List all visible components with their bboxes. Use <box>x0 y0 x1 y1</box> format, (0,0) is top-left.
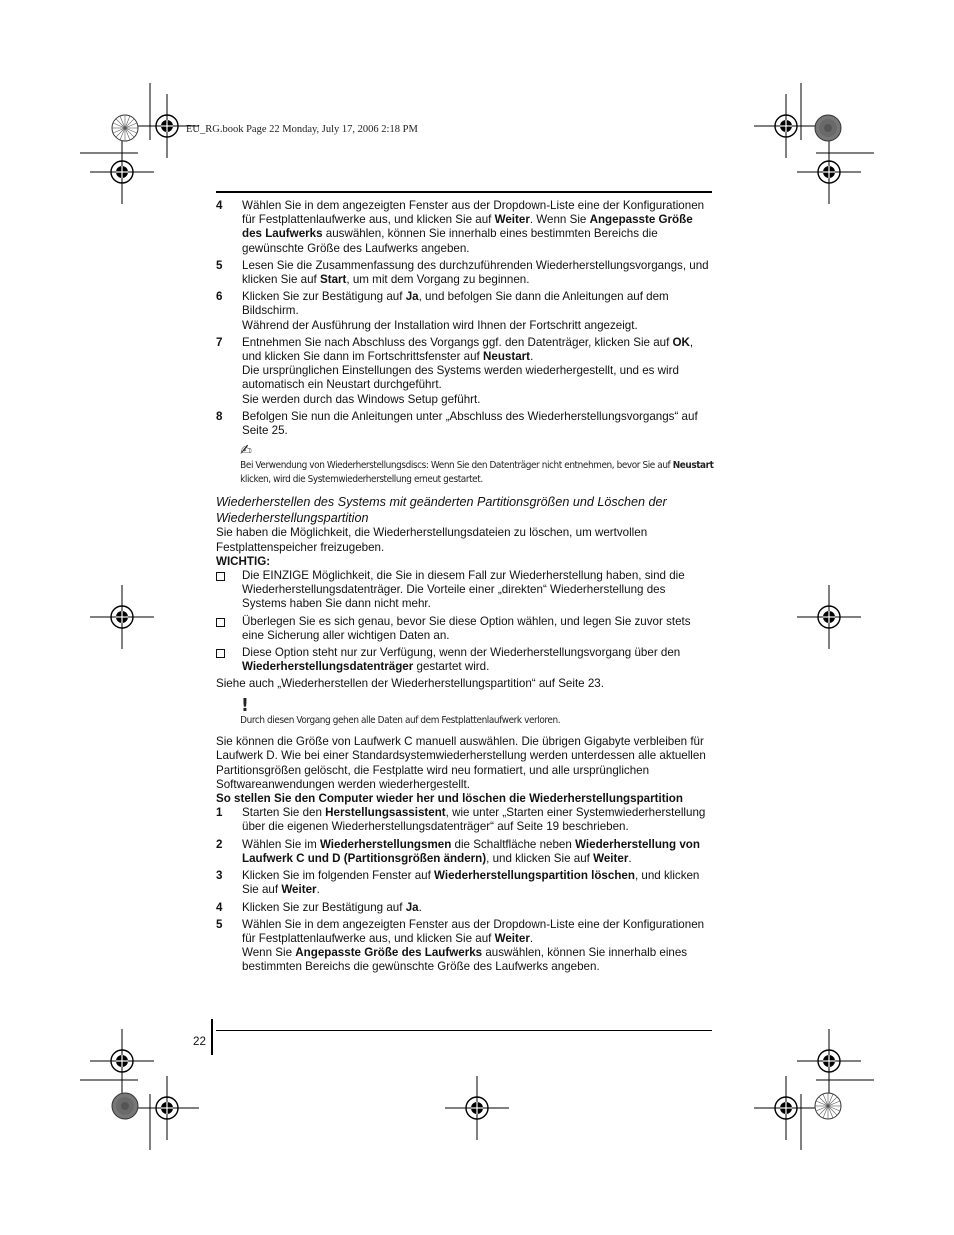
step-item <box>216 199 712 256</box>
bullet-text: Die EINZIGE Möglichkeit, die Sie in diesem Fall zur Wiederherstellung haben, sind die Wiederherstellungsdatenträger. Die Vorteile einer „direkten“ Wiederherstellung des Systems haben Sie dann nicht mehr. <box>242 569 685 611</box>
step-number: 1 <box>216 806 223 820</box>
step-number: 3 <box>216 869 223 883</box>
procedure-step <box>216 806 712 834</box>
step-text: Klicken Sie zur Bestätigung auf Ja, und befolgen Sie dann die Anleitungen auf dem Bildschirm. Während der Ausführung der Installation wird Ihnen der Fortschritt angezeigt. <box>242 290 669 332</box>
note-text: Bei Verwendung von Wiederherstellungsdiscs: Wenn Sie den Datenträger nicht entnehmen, bevor Sie auf Neustart klicken, wird die Systemwiederherstellung erneut gestartet. <box>240 460 714 485</box>
procedure-step <box>216 918 712 975</box>
description-paragraph: Sie können die Größe von Laufwerk C manuell auswählen. Die übrigen Gigabyte verbleiben für Laufwerk D. Wie bei einer Standardsystemwiederherstellung werden unterdessen alle aktuellen Partitionsgrößen gelöscht, die Festplatte wird neu formatiert, und alle ursprünglichen Softwareanwendungen werden wiederhergestellt. <box>216 735 706 791</box>
step-text: Starten Sie den Herstellungsassistent, wie unter „Starten einer Systemwiederherstellung über die eigenen Wiederherstellungsdatenträger“ auf Seite 19 beschrieben. <box>242 806 706 834</box>
warning-box <box>216 694 724 728</box>
step-number: 5 <box>216 917 223 931</box>
procedure-heading: So stellen Sie den Computer wieder her und löschen die Wiederherstellungspartition <box>216 792 683 806</box>
step-number: 8 <box>216 409 223 423</box>
warning-text: Durch diesen Vorgang gehen alle Daten auf dem Festplattenlaufwerk verloren. <box>240 714 561 726</box>
note-box <box>216 442 724 486</box>
step-text: Wählen Sie im Wiederherstellungsmen die Schaltfläche neben Wiederherstellung von Laufwerk C und D (Partitionsgrößen ändern), und klicken Sie auf Weiter. <box>242 837 700 865</box>
procedure-step <box>216 838 712 866</box>
steps-list-a <box>216 199 712 438</box>
step-text: Befolgen Sie nun die Anleitungen unter „Abschluss des Wiederherstellungsvorgangs“ auf Seite 25. <box>242 409 698 438</box>
procedure-step <box>216 869 712 897</box>
checkbox-bullet-icon <box>216 649 225 658</box>
step-text: Lesen Sie die Zusammenfassung des durchzuführenden Wiederherstellungsvorgangs, und klicken Sie auf Start, um mit dem Vorgang zu beginnen. <box>242 258 709 287</box>
step-item <box>216 336 712 407</box>
checkbox-bullet-icon <box>216 572 225 581</box>
step-text: Klicken Sie zur Bestätigung auf Ja. <box>242 900 422 914</box>
see-also-text: Siehe auch „Wiederherstellen der Wiederherstellungspartition“ auf Seite 23. <box>216 677 604 691</box>
step-number: 2 <box>216 837 223 851</box>
step-item <box>216 259 712 287</box>
step-number: 4 <box>216 900 223 914</box>
step-item <box>216 410 712 438</box>
step-text: Wählen Sie in dem angezeigten Fenster aus der Dropdown-Liste eine der Konfigurationen für Festplattenlaufwerke aus, und klicken Sie auf Weiter. Wenn Sie Angepasste Größe des Laufwerks auswählen, können Sie innerhalb eines bestimmten Bereichs die gewünschte Größe des Laufwerks angeben. <box>242 917 705 974</box>
step-text: Wählen Sie in dem angezeigten Fenster aus der Dropdown-Liste eine der Konfigurationen für Festplattenlaufwerke aus, und klicken Sie auf Weiter. Wenn Sie Angepasste Größe des Laufwerks auswählen, können Sie innerhalb eines bestimmten Bereichs die gewünschte Größe des Laufwerks angeben. <box>242 199 705 255</box>
bullet-item <box>216 569 712 612</box>
page-number-rule <box>211 1019 213 1055</box>
step-number: 5 <box>216 258 223 272</box>
section-heading: Wiederherstellen des Systems mit geänderten Partitionsgrößen und Löschen der Wiederherstellungspartition <box>216 495 667 526</box>
bullet-text: Diese Option steht nur zur Verfügung, wenn der Wiederherstellungsvorgang über den Wiederherstellungsdatenträger gestartet wird. <box>242 646 681 674</box>
top-rule <box>216 191 712 193</box>
checkbox-bullet-icon <box>216 618 225 627</box>
page-content <box>216 199 712 978</box>
step-text: Entnehmen Sie nach Abschluss des Vorgangs ggf. den Datenträger, klicken Sie auf OK, und klicken Sie dann im Fortschrittsfenster auf Neustart. Die ursprünglichen Einstellungen des Systems werden wiederhergestellt, und es wird automatisch ein Neustart durchgeführt. Sie werden durch das Windows Setup geführt. <box>242 335 694 406</box>
bullet-text: Überlegen Sie es sich genau, bevor Sie diese Option wählen, und legen Sie zuvor stets eine Sicherung aller wichtigen Daten an. <box>242 614 691 642</box>
bullet-item <box>216 615 712 643</box>
steps-list-b <box>216 806 712 974</box>
step-text: Klicken Sie im folgenden Fenster auf Wiederherstellungspartition löschen, und klicken Sie auf Weiter. <box>242 869 700 897</box>
step-number: 6 <box>216 290 223 304</box>
file-header-line: EU_RG.book Page 22 Monday, July 17, 2006 2:18 PM <box>186 124 418 135</box>
pencil-note-icon: ✍ <box>240 441 252 460</box>
intro-paragraph: Sie haben die Möglichkeit, die Wiederherstellungsdateien zu löschen, um wertvollen Festplattenspeicher freizugeben. <box>216 526 648 554</box>
important-label: WICHTIG: <box>216 554 271 568</box>
step-item <box>216 290 712 333</box>
bottom-rule <box>216 1030 712 1031</box>
step-number: 7 <box>216 335 223 349</box>
important-bullet-list <box>216 569 712 674</box>
bullet-item <box>216 646 712 674</box>
procedure-step <box>216 901 712 915</box>
exclamation-warning-icon: ! <box>241 694 249 716</box>
page-number: 22 <box>193 1035 206 1048</box>
step-number: 4 <box>216 199 223 212</box>
